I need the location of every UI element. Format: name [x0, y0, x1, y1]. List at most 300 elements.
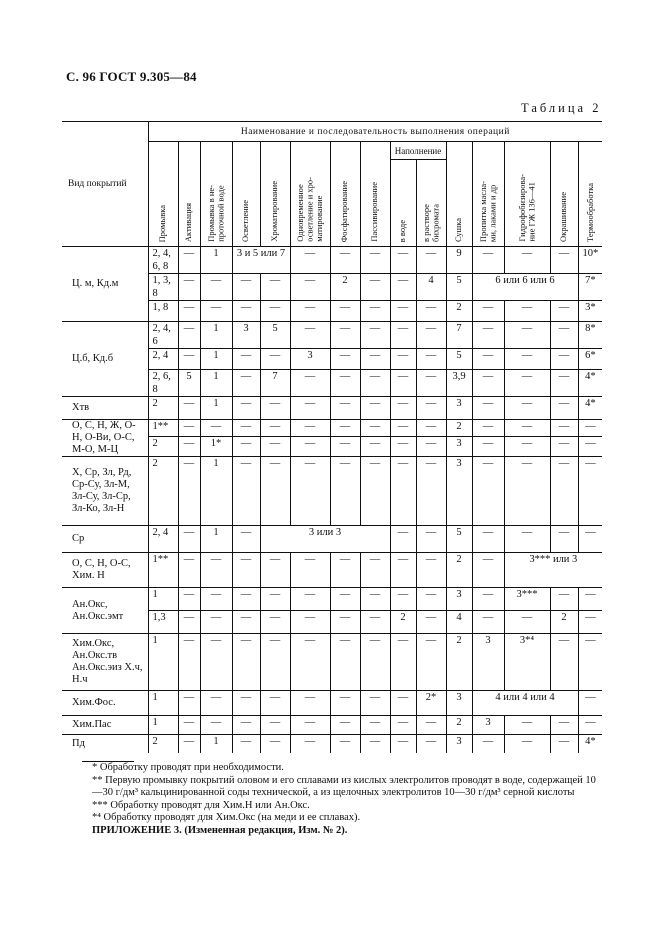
table-cell: —: [360, 349, 390, 370]
table-cell: 2: [148, 437, 178, 457]
column-header-label: Одновременное осветление и хро- матирование: [294, 177, 324, 242]
table-cell: —: [360, 735, 390, 754]
column-header: [416, 160, 446, 247]
table-cell: —: [416, 588, 446, 611]
table-cell: 3: [446, 735, 472, 754]
table-cell: —: [504, 397, 550, 420]
table-cell: —: [260, 588, 290, 611]
table-cell: —: [360, 301, 390, 322]
table-cell: —: [330, 437, 360, 457]
coating-name: Х, Ср, Зл, Рд, Ср-Су, Зл-М, Зл-Су, Зл-Ср, Зл-Ко, Зл-Н: [62, 457, 148, 526]
table-cell: 6*: [578, 349, 602, 370]
table-cell: —: [178, 322, 200, 349]
table-cell: 3: [472, 634, 504, 691]
table-row: [62, 735, 602, 754]
table-cell: —: [260, 716, 290, 735]
table-cell: —: [550, 588, 578, 611]
table-cell: —: [290, 420, 330, 437]
table-cell: 2, 4: [148, 526, 178, 553]
coating-name: Ц. м, Кд.м: [62, 247, 148, 322]
table-cell: —: [232, 457, 260, 526]
kind-header: Вид покрытий: [62, 122, 148, 247]
column-header: [578, 142, 602, 247]
table-cell: —: [550, 526, 578, 553]
table-cell: 2: [550, 611, 578, 634]
table-cell: 2: [330, 274, 360, 301]
column-header: [472, 142, 504, 247]
table-cell: 1: [148, 691, 178, 716]
table-cell: —: [472, 247, 504, 274]
table-cell: —: [260, 397, 290, 420]
table-cell: —: [232, 526, 260, 553]
table-cell: —: [200, 553, 232, 588]
table-cell: 1, 8: [148, 301, 178, 322]
table-cell: —: [360, 634, 390, 691]
table-cell: —: [330, 588, 360, 611]
table-cell: 3 или 3: [260, 526, 390, 553]
table-cell: —: [416, 437, 446, 457]
table-cell: 1: [200, 247, 232, 274]
table-cell: 4: [416, 274, 446, 301]
table-cell: —: [578, 691, 602, 716]
table-cell: —: [416, 397, 446, 420]
table-cell: 2: [148, 397, 178, 420]
table-cell: —: [200, 716, 232, 735]
table-cell: 3*⁴: [504, 634, 550, 691]
table-cell: 2: [446, 634, 472, 691]
table-cell: —: [416, 322, 446, 349]
table-cell: —: [232, 716, 260, 735]
table-cell: —: [232, 397, 260, 420]
table-cell: 1: [200, 349, 232, 370]
table-cell: —: [504, 457, 550, 526]
table-cell: —: [360, 370, 390, 397]
table-row: [62, 526, 602, 553]
table-cell: —: [472, 735, 504, 754]
column-header-label: Гидрофобизирова- ние ГЖ 136—41: [516, 174, 536, 242]
table-cell: —: [472, 349, 504, 370]
table-cell: 4 или 4 или 4: [472, 691, 578, 716]
table-cell: —: [360, 716, 390, 735]
table-cell: 2, 4, 6: [148, 322, 178, 349]
table-row: [62, 588, 602, 611]
column-header: [290, 142, 330, 247]
table-row: [62, 634, 602, 691]
table-cell: —: [390, 247, 416, 274]
table-cell: 1: [148, 634, 178, 691]
table-cell: 2: [148, 457, 178, 526]
table-cell: 1: [200, 735, 232, 754]
column-header: [390, 160, 416, 247]
column-header: [330, 142, 360, 247]
table-cell: —: [504, 735, 550, 754]
table-cell: —: [472, 588, 504, 611]
column-header-label: Активация: [183, 202, 194, 242]
table-cell: —: [390, 274, 416, 301]
table-cell: —: [550, 634, 578, 691]
table-cell: —: [178, 611, 200, 634]
table-cell: —: [290, 588, 330, 611]
table-cell: —: [178, 397, 200, 420]
table-cell: 5: [178, 370, 200, 397]
table-cell: 3: [446, 397, 472, 420]
table-cell: —: [330, 247, 360, 274]
table-cell: —: [290, 274, 330, 301]
table-cell: —: [416, 611, 446, 634]
column-header-label: Осветление: [240, 199, 251, 242]
table-cell: —: [550, 420, 578, 437]
table-cell: —: [472, 437, 504, 457]
table-cell: —: [330, 370, 360, 397]
table-cell: —: [578, 420, 602, 437]
table-cell: —: [360, 553, 390, 588]
table-cell: —: [178, 437, 200, 457]
table-cell: —: [472, 420, 504, 437]
table-cell: 1*: [200, 437, 232, 457]
table-cell: 1: [200, 370, 232, 397]
table-cell: —: [550, 349, 578, 370]
table-cell: 3*** или 3: [504, 553, 602, 588]
table-cell: —: [200, 611, 232, 634]
operations-title: Наименование и последовательность выполнения операций: [148, 122, 602, 142]
table-cell: —: [390, 553, 416, 588]
table-cell: —: [178, 457, 200, 526]
table-cell: —: [290, 735, 330, 754]
table-cell: 4*: [578, 397, 602, 420]
table-cell: 1, 3, 8: [148, 274, 178, 301]
coating-name: Пд: [62, 735, 148, 754]
table-cell: —: [330, 349, 360, 370]
table-cell: —: [416, 349, 446, 370]
table-cell: —: [550, 397, 578, 420]
table-cell: —: [330, 716, 360, 735]
table-cell: —: [260, 691, 290, 716]
table-cell: —: [200, 691, 232, 716]
table-cell: 1: [148, 716, 178, 735]
operations-table: [62, 121, 602, 753]
table-cell: —: [390, 716, 416, 735]
table-cell: —: [178, 634, 200, 691]
table-cell: —: [504, 526, 550, 553]
table-cell: 6 или 6 или 6: [472, 274, 578, 301]
table-cell: —: [330, 634, 360, 691]
coating-name: Хим.Окс, Ан.Окс.тв Ан.Окс.эиз Х.ч, Н.ч: [62, 634, 148, 691]
table-cell: —: [178, 716, 200, 735]
appendix-note: ПРИЛОЖЕНИЕ 3. (Измененная редакция, Изм. № 2).: [92, 824, 348, 836]
table-number: Таблица 2: [521, 101, 602, 115]
table-cell: —: [330, 322, 360, 349]
table-cell: 9: [446, 247, 472, 274]
table-cell: —: [390, 457, 416, 526]
table-cell: —: [260, 301, 290, 322]
table-cell: —: [290, 301, 330, 322]
table-cell: —: [472, 322, 504, 349]
table-cell: 1**: [148, 553, 178, 588]
table-cell: 4*: [578, 735, 602, 754]
table-cell: 10*: [578, 247, 602, 274]
table-cell: —: [178, 247, 200, 274]
table-cell: —: [178, 274, 200, 301]
filling-header: Наполнение: [390, 142, 446, 160]
table-cell: —: [330, 420, 360, 437]
table-cell: —: [360, 457, 390, 526]
table-cell: 1: [148, 588, 178, 611]
table-cell: —: [390, 437, 416, 457]
table-cell: 2: [446, 420, 472, 437]
column-header: [200, 142, 232, 247]
table-cell: —: [550, 437, 578, 457]
table-cell: —: [290, 691, 330, 716]
table-cell: —: [330, 397, 360, 420]
column-header-label: Фосфатирование: [339, 180, 350, 242]
column-header: [504, 142, 550, 247]
table-cell: —: [200, 420, 232, 437]
table-cell: —: [290, 247, 330, 274]
coating-name: О, С, Н, О-С, Хим. Н: [62, 553, 148, 588]
table-cell: —: [330, 691, 360, 716]
table-cell: 2: [446, 301, 472, 322]
table-cell: —: [232, 301, 260, 322]
table-cell: —: [200, 274, 232, 301]
table-cell: 3: [446, 588, 472, 611]
table-cell: 2, 4, 6, 8: [148, 247, 178, 274]
column-header-label: Промывка: [157, 204, 168, 242]
footnote-1: * Обработку проводят при необходимости.: [92, 762, 284, 773]
coating-name: Хим.Пас: [62, 716, 148, 735]
table-cell: —: [232, 420, 260, 437]
table-cell: —: [578, 588, 602, 611]
table-cell: —: [504, 349, 550, 370]
table-cell: 2*: [416, 691, 446, 716]
table-cell: —: [578, 437, 602, 457]
table-cell: 3 и 5 или 7: [232, 247, 290, 274]
table-cell: —: [232, 370, 260, 397]
table-cell: 3: [446, 457, 472, 526]
table-cell: 7*: [578, 274, 602, 301]
table-cell: —: [178, 588, 200, 611]
table-row: [62, 691, 602, 716]
table-cell: —: [416, 247, 446, 274]
table-row: [62, 397, 602, 420]
table-cell: —: [390, 397, 416, 420]
table-cell: 1**: [148, 420, 178, 437]
table-cell: —: [472, 611, 504, 634]
table-cell: 3: [472, 716, 504, 735]
table-cell: —: [504, 437, 550, 457]
table-cell: —: [232, 611, 260, 634]
table-cell: —: [504, 420, 550, 437]
table-cell: —: [390, 588, 416, 611]
table-cell: —: [472, 370, 504, 397]
column-header-label: Окрашивание: [558, 192, 569, 242]
table-cell: —: [416, 370, 446, 397]
table-cell: —: [360, 420, 390, 437]
table-cell: —: [330, 735, 360, 754]
column-header-label: Хроматирование: [269, 181, 280, 242]
table-cell: —: [390, 691, 416, 716]
table-cell: —: [390, 349, 416, 370]
table-cell: —: [232, 735, 260, 754]
table-cell: —: [290, 437, 330, 457]
table-cell: —: [290, 322, 330, 349]
table-cell: 8*: [578, 322, 602, 349]
table-cell: —: [504, 370, 550, 397]
table-cell: —: [550, 301, 578, 322]
table-row: [62, 322, 602, 349]
table-cell: —: [290, 370, 330, 397]
table-cell: —: [232, 634, 260, 691]
table-cell: —: [178, 526, 200, 553]
page-header: С. 96 ГОСТ 9.305—84: [66, 69, 197, 84]
table-cell: —: [550, 322, 578, 349]
table-cell: —: [550, 716, 578, 735]
table-cell: —: [472, 301, 504, 322]
table-cell: —: [290, 716, 330, 735]
table-cell: —: [260, 437, 290, 457]
table-cell: 3: [290, 349, 330, 370]
column-header-label: в воде: [397, 219, 408, 242]
table-cell: —: [360, 247, 390, 274]
coating-name: О, С, Н, Ж, О-Н, О-Ви, О-С, М-О, М-Ц: [62, 420, 148, 457]
table-cell: —: [178, 691, 200, 716]
column-header: [260, 142, 290, 247]
table-cell: 1: [200, 322, 232, 349]
column-header: [148, 142, 178, 247]
table-cell: —: [472, 397, 504, 420]
table-cell: —: [416, 735, 446, 754]
table-cell: —: [578, 716, 602, 735]
table-cell: 5: [260, 322, 290, 349]
table-row: [62, 247, 602, 274]
table-cell: —: [330, 553, 360, 588]
table-cell: —: [232, 437, 260, 457]
table-cell: —: [290, 553, 330, 588]
coating-name: Хтв: [62, 397, 148, 420]
table-cell: —: [360, 322, 390, 349]
coating-name: Ср: [62, 526, 148, 553]
column-header: [550, 142, 578, 247]
table-cell: —: [504, 301, 550, 322]
coating-name: Ан.Окс, Ан.Окс.эмт: [62, 588, 148, 634]
table-cell: —: [416, 553, 446, 588]
table-cell: 2: [446, 716, 472, 735]
table-cell: —: [360, 274, 390, 301]
table-cell: 7: [260, 370, 290, 397]
table-cell: —: [578, 526, 602, 553]
table-cell: —: [178, 349, 200, 370]
footnotes: [62, 761, 602, 837]
column-header-label: Пропитка масла- ми, лаками и др: [477, 180, 497, 242]
table-cell: —: [290, 457, 330, 526]
table-cell: —: [178, 735, 200, 754]
table-cell: —: [260, 611, 290, 634]
table-cell: 3,9: [446, 370, 472, 397]
footnote-2: ** Первую промывку покрытий оловом и его сплавами из кислых электролитов проводят в воде, содержащей 10—30 г/дм³ кальцинированной соды технической, а из щелочных электролитов 10—30 г/дм³ серной кислоты: [92, 774, 596, 798]
table-cell: —: [290, 397, 330, 420]
table-cell: —: [200, 301, 232, 322]
table-cell: —: [504, 716, 550, 735]
coating-name: Хим.Фос.: [62, 691, 148, 716]
table-cell: —: [232, 588, 260, 611]
table-cell: —: [232, 274, 260, 301]
table-cell: —: [232, 349, 260, 370]
table-cell: —: [504, 611, 550, 634]
table-cell: —: [200, 588, 232, 611]
table-cell: —: [390, 634, 416, 691]
table-cell: 3*: [578, 301, 602, 322]
table-row: [62, 716, 602, 735]
table-cell: 2, 4: [148, 349, 178, 370]
table-cell: —: [390, 322, 416, 349]
table-cell: 3: [446, 437, 472, 457]
table-cell: 1: [200, 526, 232, 553]
column-header-label: Сушка: [453, 217, 464, 242]
column-header-label: Пассивирование: [369, 182, 380, 242]
table-cell: —: [178, 301, 200, 322]
table-cell: —: [504, 247, 550, 274]
table-cell: 5: [446, 349, 472, 370]
table-cell: —: [178, 553, 200, 588]
table-cell: —: [260, 420, 290, 437]
table-cell: —: [330, 457, 360, 526]
column-header: [232, 142, 260, 247]
table-cell: 2: [148, 735, 178, 754]
table-cell: —: [550, 247, 578, 274]
table-cell: —: [360, 611, 390, 634]
table-cell: —: [360, 397, 390, 420]
footnote-3: *** Обработку проводят для Хим.Н или Ан.Окс.: [92, 799, 310, 811]
table-cell: —: [360, 588, 390, 611]
table-cell: —: [578, 611, 602, 634]
table-cell: —: [232, 691, 260, 716]
table-cell: —: [390, 526, 416, 553]
table-cell: 7: [446, 322, 472, 349]
table-cell: —: [260, 553, 290, 588]
table-cell: 4*: [578, 370, 602, 397]
table-cell: 1: [200, 397, 232, 420]
table-cell: —: [550, 735, 578, 754]
table-cell: —: [290, 634, 330, 691]
table-cell: —: [550, 457, 578, 526]
table-cell: —: [416, 716, 446, 735]
table-cell: —: [416, 634, 446, 691]
table-cell: 3***: [504, 588, 550, 611]
table-cell: —: [330, 301, 360, 322]
table-cell: —: [390, 370, 416, 397]
table-cell: —: [416, 301, 446, 322]
table-cell: 4: [446, 611, 472, 634]
table-cell: 2: [446, 553, 472, 588]
table-cell: —: [416, 526, 446, 553]
table-cell: —: [290, 611, 330, 634]
table-cell: —: [504, 322, 550, 349]
table-cell: 3: [232, 322, 260, 349]
table-cell: —: [260, 457, 290, 526]
footnote-4: *⁴ Обработку проводят для Хим.Окс (на меди и ее сплавах).: [92, 812, 361, 823]
table-cell: —: [472, 457, 504, 526]
table-cell: —: [472, 553, 504, 588]
column-header: [360, 142, 390, 247]
table-row: [62, 553, 602, 588]
table-row: [62, 457, 602, 526]
table-cell: 2, 6, 8: [148, 370, 178, 397]
table-cell: —: [390, 420, 416, 437]
coating-name: Ц.б, Кд.б: [62, 322, 148, 397]
table-cell: —: [260, 349, 290, 370]
table-cell: —: [200, 634, 232, 691]
table-cell: —: [360, 437, 390, 457]
column-header: [178, 142, 200, 247]
